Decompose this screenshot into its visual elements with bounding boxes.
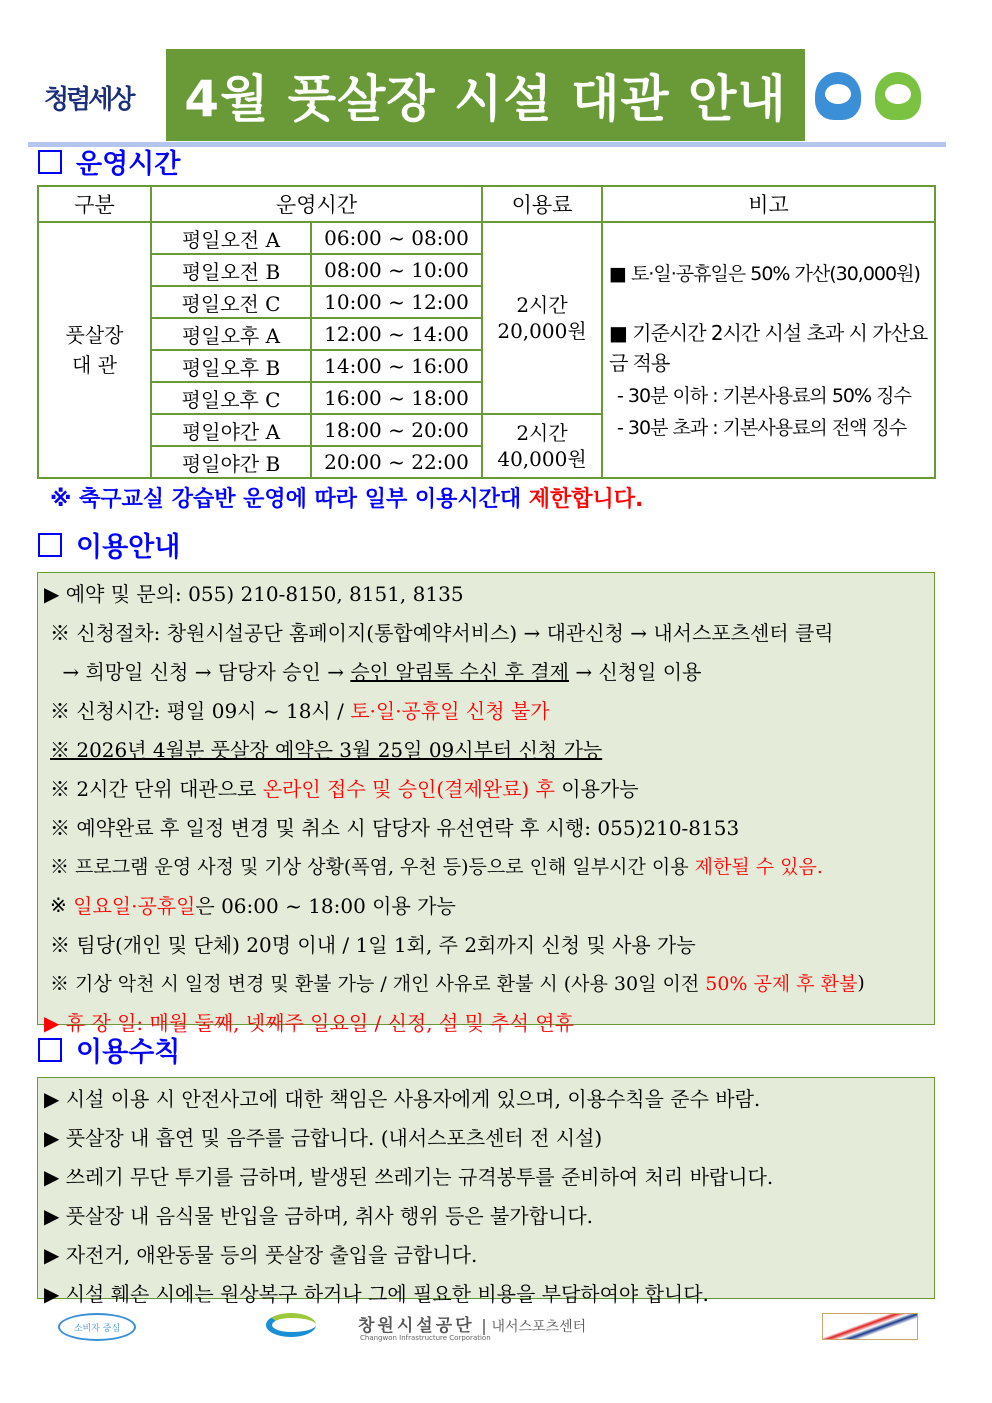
text: ※ 기상 악천 시 일정 변경 및 환불 가능 / 개인 사유로 환불 시 (사용 30일 이전 <box>50 973 706 995</box>
notice-red-text: 제한합니다. <box>528 487 644 512</box>
header-hours: 운영시간 <box>151 186 482 222</box>
usage-guide-panel <box>37 572 935 1035</box>
guide-line: ※ 신청절차: 창원시설공단 홈페이지(통합예약서비스) → 대관신청 → 내서스포츠센터 클릭 <box>50 621 834 645</box>
corporation-swoosh-icon <box>266 1313 316 1337</box>
badge-text: 소비자 중심 <box>73 1323 121 1334</box>
time-cell: 20:00 ~ 22:00 <box>311 446 482 478</box>
red-text: 50% 공제 후 환불 <box>705 973 858 995</box>
guide-line <box>38 963 934 1002</box>
slot-cell: 평일야간 B <box>151 446 311 478</box>
corporation-name <box>358 1311 586 1336</box>
mascots <box>815 72 935 122</box>
slot-cell: 평일오후 B <box>151 350 311 382</box>
logo-text: 청렴세상 <box>44 84 133 115</box>
red-text: 토·일·공휴일 신청 불가 <box>350 699 550 723</box>
remark-1: ■ 토·일·공휴일은 50% 가산(30,000원) <box>609 263 920 285</box>
rule-item: ▶ 쓰레기 무단 투기를 금하며, 발생된 쓰레기는 규격봉투를 준비하여 처리 바랍니다. <box>44 1165 774 1189</box>
hours-table <box>37 185 936 479</box>
table-header-row <box>38 186 935 222</box>
guide-line <box>38 846 934 885</box>
section-heading-hours <box>38 142 180 181</box>
text: ) <box>857 971 865 994</box>
guide-line: ※ 2026년 4월분 풋살장 예약은 3월 25일 09시부터 신청 가능 <box>50 738 603 762</box>
text: ※ 프로그램 운영 사정 및 기상 상황(폭염, 우천 등)등으로 인해 일부시간 이용 <box>50 856 695 878</box>
remark-3: - 30분 이하 : 기본사용료의 50% 징수 <box>617 385 911 407</box>
checkbox-square-icon <box>38 1038 62 1062</box>
underlined-text: 승인 알림톡 수신 후 결제 <box>350 660 569 684</box>
slot-cell: 평일오전 C <box>151 286 311 318</box>
guide-line: ▶ 예약 및 문의: 055) 210-8150, 8151, 8135 <box>44 582 464 606</box>
fee-duration: 2시간 <box>516 421 568 445</box>
center-text: 내서스포츠센터 <box>483 1319 586 1335</box>
usage-rules-panel <box>37 1077 935 1306</box>
slot-cell: 평일오후 C <box>151 382 311 414</box>
guide-line: ※ 예약완료 후 일정 변경 및 취소 시 담당자 유선연락 후 시행: 055)210-8153 <box>50 816 740 840</box>
remarks-cell <box>602 222 935 478</box>
slot-cell: 평일오전 B <box>151 254 311 286</box>
text: 이용가능 <box>554 777 639 801</box>
slot-cell: 평일오후 A <box>151 318 311 350</box>
corporation-english-name: Changwon Infrastructure Corporation <box>360 1334 491 1342</box>
slot-cell: 평일야간 A <box>151 414 311 446</box>
checkbox-square-icon <box>38 150 62 174</box>
text: → 신청일 이용 <box>568 660 702 684</box>
footer-logos <box>0 1305 992 1350</box>
blue-mascot-icon <box>815 72 861 120</box>
text: ※ 신청시간: 평일 09시 ~ 18시 / <box>50 699 351 723</box>
integrity-logo <box>44 72 152 122</box>
text: 은 06:00 ~ 18:00 이용 가능 <box>195 894 456 918</box>
heading-text: 이용수칙 <box>76 1037 181 1068</box>
service-quality-badge-icon <box>822 1313 918 1340</box>
header-fee: 이용료 <box>482 186 602 222</box>
red-text: 제한될 수 있음. <box>694 856 823 878</box>
rule-item: ▶ 시설 이용 시 안전사고에 대한 책임은 사용자에게 있으며, 이용수칙을 준수 바람. <box>44 1087 761 1111</box>
header-remarks: 비고 <box>602 186 935 222</box>
fee-amount: 40,000원 <box>497 447 587 471</box>
time-cell: 06:00 ~ 08:00 <box>311 222 482 254</box>
heading-text: 운영시간 <box>76 149 181 180</box>
time-cell: 18:00 ~ 20:00 <box>311 414 482 446</box>
restriction-notice <box>50 482 643 513</box>
closed-days-line: ▶ 휴 장 일: 매월 둘째, 넷째주 일요일 / 신정, 설 및 추석 연휴 <box>44 1011 574 1035</box>
guide-line <box>38 690 934 729</box>
org-text: 창원시설공단 <box>358 1316 475 1336</box>
fee-duration: 2시간 <box>516 293 568 317</box>
time-cell: 16:00 ~ 18:00 <box>311 382 482 414</box>
page-title: 4월 풋살장 시설 대관 안내 <box>166 49 805 141</box>
notice-text: ※ 축구교실 강습반 운영에 따라 일부 이용시간대 <box>50 487 529 512</box>
rule-item: ▶ 자전거, 애완동물 등의 풋살장 출입을 금합니다. <box>44 1243 478 1267</box>
time-cell: 12:00 ~ 14:00 <box>311 318 482 350</box>
remark-2: ■ 기준시간 2시간 시설 초과 시 가산요금 적용 <box>609 321 928 375</box>
text: → 희망일 신청 → 담당자 승인 → <box>56 660 351 684</box>
guide-line: ※ 팀당(개인 및 단체) 20명 이내 / 1일 1회, 주 2회까지 신청 및 사용 가능 <box>50 933 696 957</box>
red-text: 온라인 접수 및 승인(결제완료) 후 <box>262 777 555 801</box>
section-heading-rules <box>38 1030 180 1069</box>
guide-line <box>38 651 934 690</box>
section-heading-guide <box>38 525 180 564</box>
fee-night-cell <box>482 414 602 478</box>
green-mascot-icon <box>875 72 921 120</box>
red-text: 일요일·공휴일 <box>73 894 196 918</box>
text: ※ <box>50 892 74 917</box>
time-cell: 14:00 ~ 16:00 <box>311 350 482 382</box>
guide-line <box>38 885 934 924</box>
remark-4: - 30분 초과 : 기본사용료의 전액 징수 <box>617 417 907 439</box>
checkbox-square-icon <box>38 533 62 557</box>
rule-item: ▶ 시설 훼손 시에는 원상복구 하거나 그에 필요한 비용을 부담하여야 합니다. <box>44 1282 709 1306</box>
rule-item: ▶ 풋살장 내 음식물 반입을 금하며, 취사 행위 등은 불가합니다. <box>44 1204 593 1228</box>
header-category: 구분 <box>38 186 151 222</box>
category-cell <box>38 222 151 478</box>
rule-item: ▶ 풋살장 내 흡연 및 음주를 금합니다. (내서스포츠센터 전 시설) <box>44 1126 603 1150</box>
slot-cell: 평일오전 A <box>151 222 311 254</box>
heading-text: 이용안내 <box>76 532 181 563</box>
consumer-badge <box>58 1313 136 1341</box>
category-text: 풋살장 대 관 <box>65 323 124 377</box>
fee-amount: 20,000원 <box>497 319 587 343</box>
text: ※ 2시간 단위 대관으로 <box>50 777 263 801</box>
time-cell: 08:00 ~ 10:00 <box>311 254 482 286</box>
time-cell: 10:00 ~ 12:00 <box>311 286 482 318</box>
table-row <box>38 222 935 254</box>
fee-day-cell <box>482 222 602 414</box>
guide-line <box>38 768 934 807</box>
